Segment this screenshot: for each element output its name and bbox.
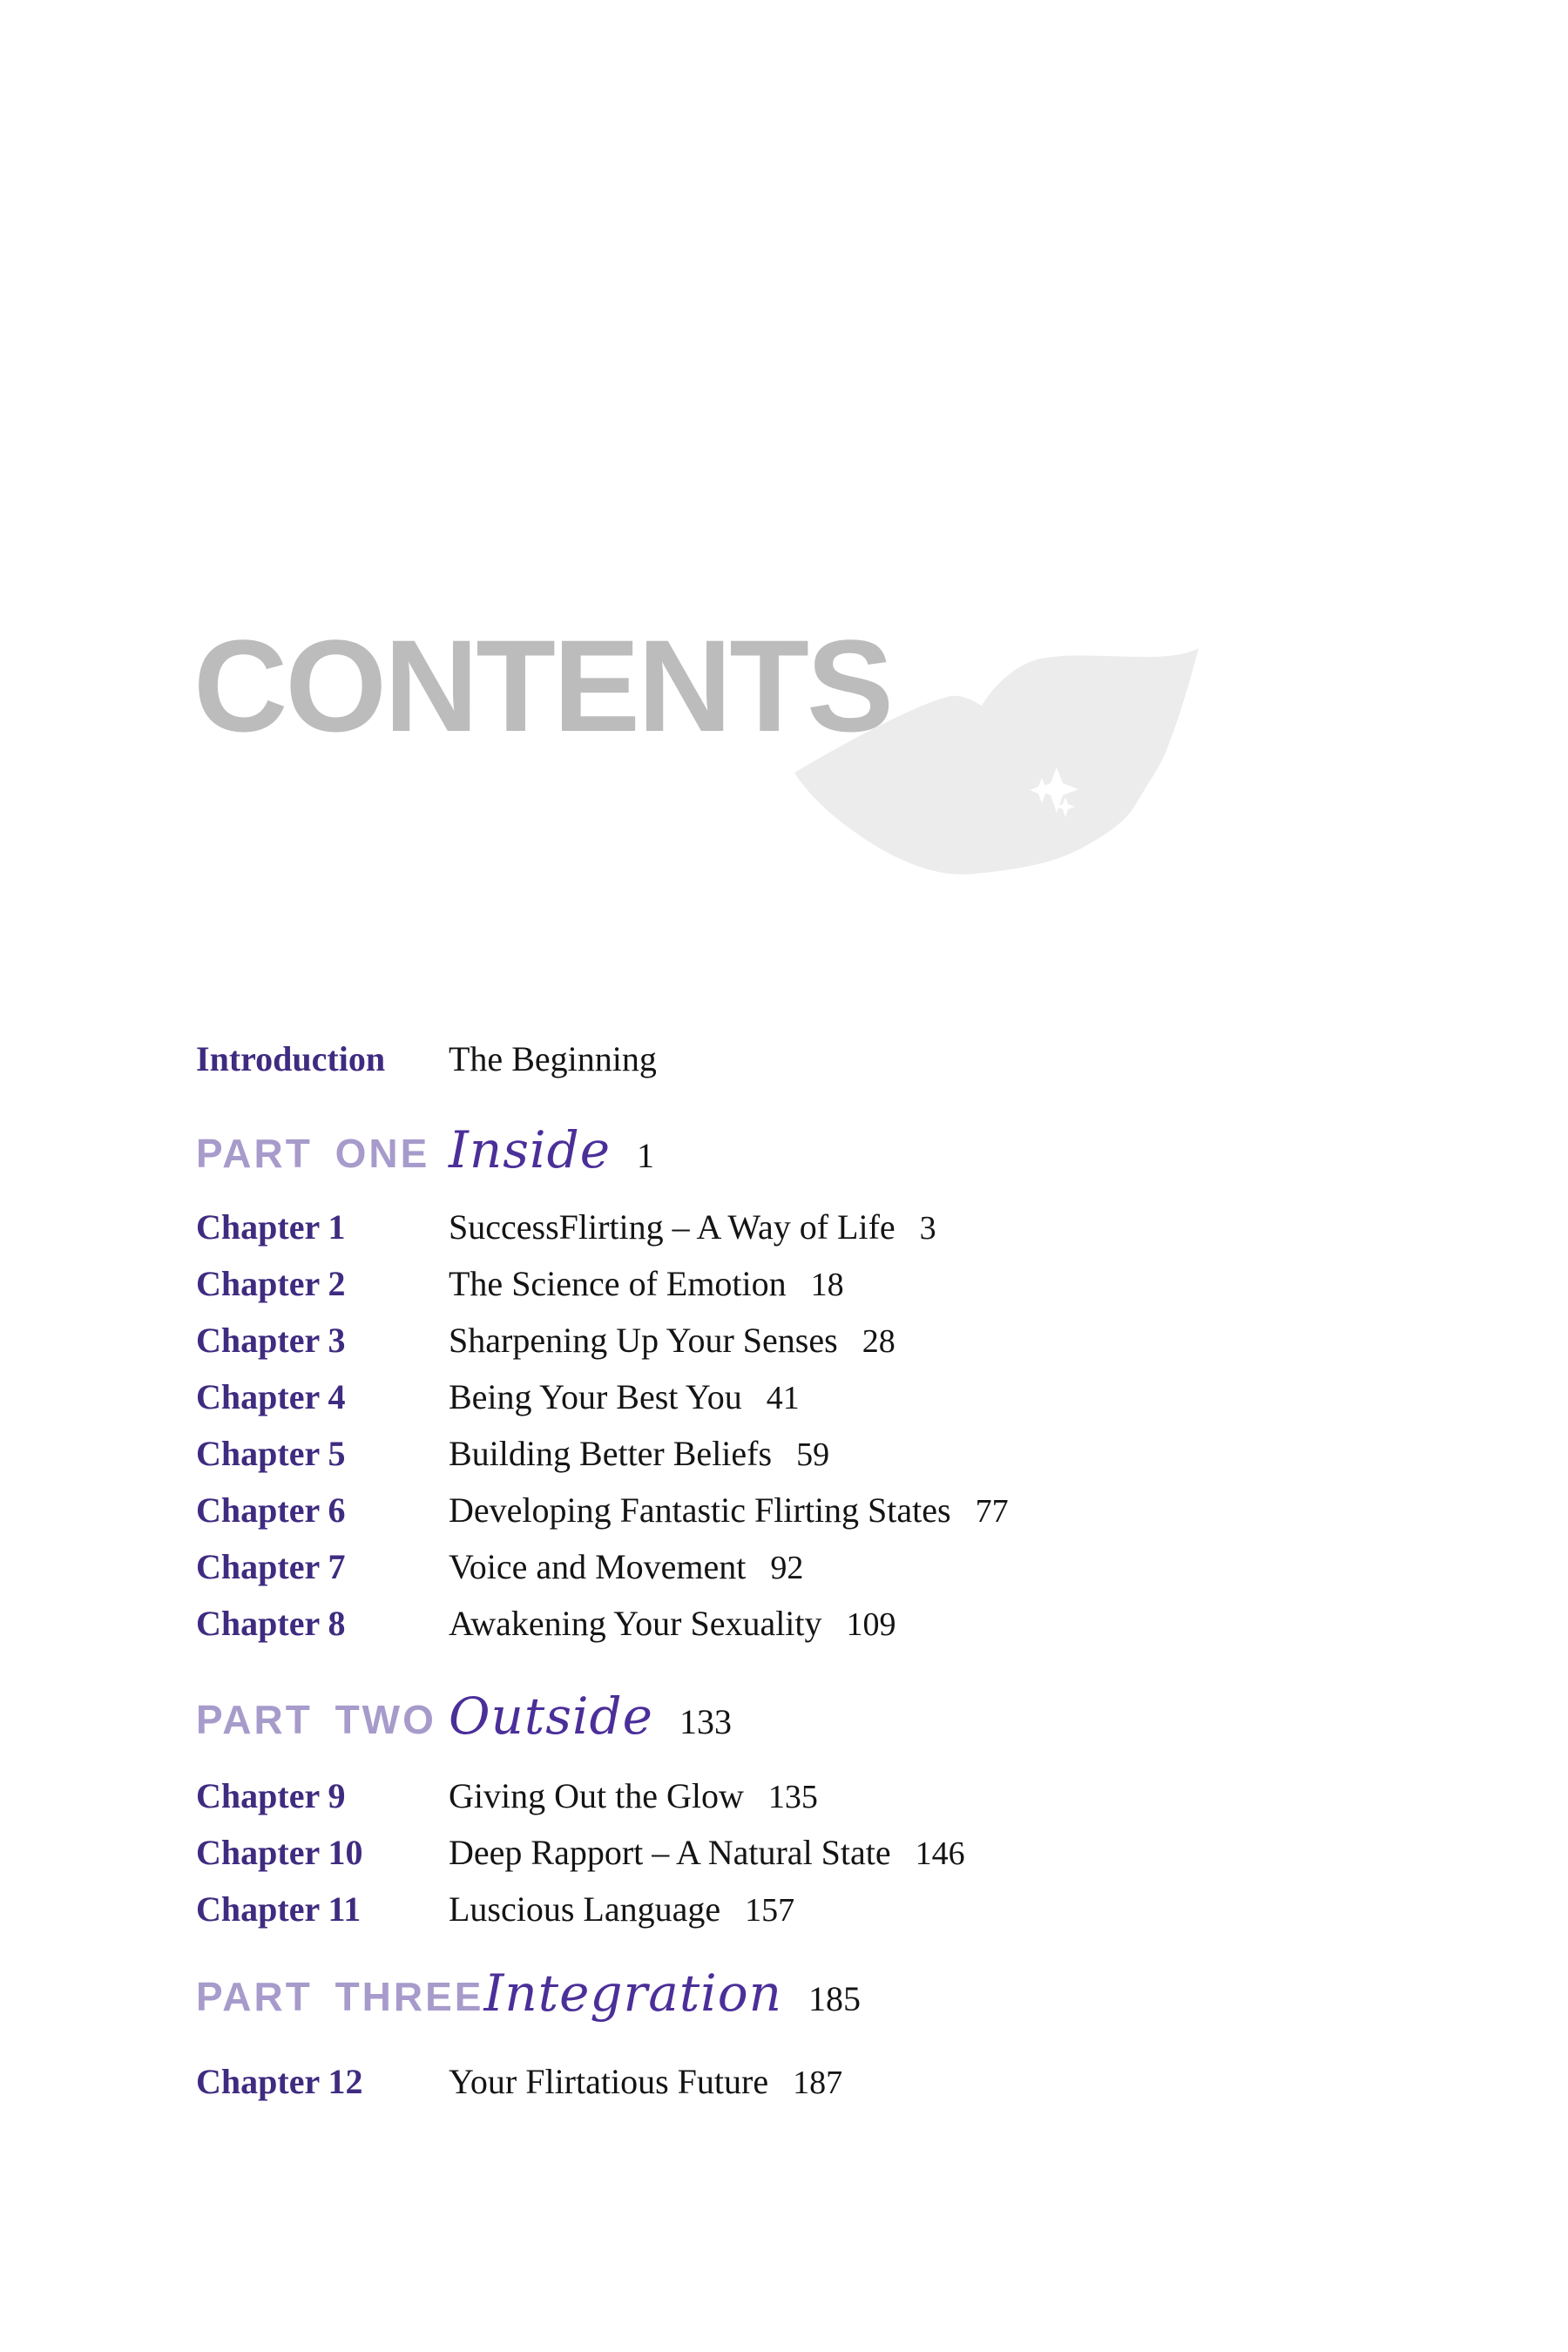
toc-row-page-number: 146 bbox=[915, 1835, 965, 1872]
toc-row-label: PART ONE bbox=[196, 1131, 430, 1176]
toc-row-page-number: 187 bbox=[793, 2065, 843, 2101]
toc-row-title: Voice and Movement bbox=[449, 1547, 747, 1586]
table-of-contents bbox=[196, 1031, 1009, 2111]
kiss-lips-graphic bbox=[791, 647, 1200, 878]
toc-row-page-number: 77 bbox=[975, 1493, 1009, 1530]
toc-row-label: Chapter 3 bbox=[196, 1321, 346, 1360]
toc-row bbox=[196, 1313, 1009, 1369]
toc-row-title: Developing Fantastic Flirting States bbox=[449, 1490, 951, 1530]
toc-row-title: Inside bbox=[449, 1120, 612, 1179]
toc-row-page-number: 185 bbox=[808, 1979, 861, 2018]
toc-row-page-number: 109 bbox=[846, 1606, 896, 1643]
toc-row-label: Chapter 2 bbox=[196, 1264, 346, 1303]
toc-row-page-number: 41 bbox=[766, 1380, 800, 1416]
toc-row bbox=[196, 1539, 1009, 1596]
toc-row-label: Chapter 10 bbox=[196, 1833, 363, 1872]
toc-row-page-number: 18 bbox=[810, 1267, 844, 1303]
toc-row-title: SuccessFlirting – A Way of Life bbox=[449, 1207, 896, 1247]
toc-row bbox=[196, 1426, 1009, 1483]
toc-row-title: Building Better Beliefs bbox=[449, 1434, 773, 1473]
toc-row-title: The Beginning bbox=[449, 1039, 657, 1078]
toc-row-label: Introduction bbox=[196, 1039, 386, 1078]
toc-row-title: Giving Out the Glow bbox=[449, 1776, 744, 1815]
toc-row-title: Awakening Your Sexuality bbox=[449, 1604, 822, 1643]
toc-row-label: PART TWO bbox=[196, 1697, 436, 1742]
toc-row-title: Integration bbox=[483, 1963, 782, 2023]
toc-row bbox=[196, 1768, 1009, 1825]
toc-row-page-number: 59 bbox=[796, 1436, 830, 1473]
toc-row-label: Chapter 8 bbox=[196, 1604, 346, 1643]
toc-row bbox=[196, 1882, 1009, 1938]
toc-row-page-number: 135 bbox=[767, 1779, 818, 1815]
toc-row-title: The Science of Emotion bbox=[449, 1264, 787, 1303]
toc-row bbox=[196, 1200, 1009, 1256]
toc-row-label: Chapter 5 bbox=[196, 1434, 346, 1473]
toc-row-page-number: 92 bbox=[770, 1550, 804, 1586]
toc-row bbox=[196, 1483, 1009, 1539]
toc-row-label: Chapter 7 bbox=[196, 1547, 346, 1586]
toc-row-page-number: 133 bbox=[679, 1702, 732, 1741]
toc-row-label: Chapter 1 bbox=[196, 1207, 346, 1247]
toc-row-page-number: 157 bbox=[745, 1892, 795, 1929]
toc-row-title: Your Flirtatious Future bbox=[449, 2062, 769, 2101]
toc-row-title: Being Your Best You bbox=[449, 1377, 742, 1416]
toc-row-label: Chapter 9 bbox=[196, 1776, 346, 1815]
toc-row bbox=[196, 1950, 1009, 2043]
toc-row-title: Luscious Language bbox=[449, 1889, 721, 1929]
toc-row bbox=[196, 1031, 1009, 1088]
toc-row bbox=[196, 1673, 1009, 1766]
toc-rows bbox=[196, 1031, 1009, 2111]
toc-row-label: Chapter 4 bbox=[196, 1377, 346, 1416]
toc-row-label: Chapter 11 bbox=[196, 1889, 362, 1929]
toc-row bbox=[196, 2054, 1009, 2111]
toc-row-label: Chapter 12 bbox=[196, 2062, 363, 2101]
toc-row bbox=[196, 1825, 1009, 1882]
page-title: CONTENTS bbox=[193, 612, 891, 759]
toc-row bbox=[196, 1106, 1009, 1200]
lips-shape bbox=[794, 648, 1199, 875]
toc-row bbox=[196, 1596, 1009, 1652]
toc-row-title: Deep Rapport – A Natural State bbox=[449, 1833, 891, 1872]
toc-row-page-number: 1 bbox=[637, 1136, 655, 1175]
toc-row bbox=[196, 1369, 1009, 1426]
toc-row bbox=[196, 1256, 1009, 1313]
toc-row-title: Outside bbox=[449, 1686, 653, 1746]
toc-row-page-number: 3 bbox=[919, 1210, 936, 1247]
toc-row-label: PART THREE bbox=[196, 1974, 484, 2019]
toc-row-page-number: 28 bbox=[862, 1323, 896, 1360]
toc-row-title: Sharpening Up Your Senses bbox=[449, 1321, 838, 1360]
toc-row-label: Chapter 6 bbox=[196, 1490, 346, 1530]
